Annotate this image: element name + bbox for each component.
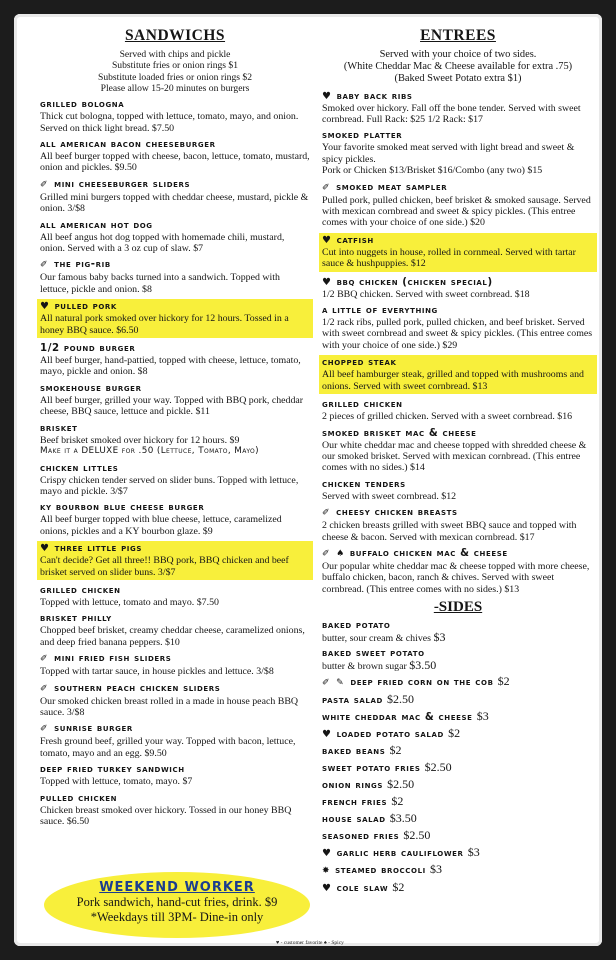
item-name-text: grilled chicken <box>40 584 121 596</box>
pencil-icon: ✐ <box>322 678 331 689</box>
side-price: $2 <box>392 880 405 895</box>
side-name-text: garlic herb cauliflower <box>336 848 464 860</box>
side-item <box>322 795 594 809</box>
item-name <box>322 506 594 520</box>
item-name-text: 1/2 pound burger <box>40 343 136 355</box>
item-extra: Make it a DELUXE for .50 (Lettuce, Tomato, Mayo) <box>40 446 260 457</box>
side-item <box>322 744 594 758</box>
pencil-icon: ✐ <box>322 182 331 193</box>
item-name-text: brisket philly <box>40 613 112 625</box>
pencil-icon: ✐ <box>40 654 49 665</box>
menu-item <box>40 258 310 295</box>
side-name-text: white cheddar mac & cheese <box>322 712 473 724</box>
side-item <box>322 727 594 741</box>
entrees-intro-line: Served with your choice of two sides. <box>379 49 537 60</box>
side-name <box>322 744 594 758</box>
side-item <box>322 647 594 672</box>
side-item <box>322 846 594 860</box>
item-name <box>40 300 310 313</box>
side-name-text: onion rings <box>322 780 384 792</box>
side-price: $2 <box>391 794 404 809</box>
item-description: 2 chicken breasts grilled with sweet BBQ sauce and topped with cheese & bacon. Served with mexican cornbread. $17 <box>322 520 577 543</box>
item-description: Pulled pork, pulled chicken, beef brisket & smoked sausage. Served with mexican cornbread and sweet & spicy pickles. (This entree comes with your choice of one side.) $20 <box>322 194 591 229</box>
side-name <box>322 881 594 895</box>
menu-item <box>40 792 310 828</box>
item-name <box>40 98 310 111</box>
menu-item <box>40 501 310 537</box>
menu-page <box>14 14 602 946</box>
side-name <box>322 619 594 632</box>
side-name <box>322 710 594 724</box>
heart-icon: ♥ <box>322 883 332 895</box>
item-name-text: the pig-rib <box>54 259 111 271</box>
sandwiches-intro <box>40 49 310 94</box>
item-name-text: chopped steak <box>322 357 397 369</box>
menu-item <box>40 722 310 759</box>
item-name <box>40 258 310 272</box>
menu-item <box>322 398 594 422</box>
menu-item <box>322 506 594 543</box>
item-name-text: mini fried fish sliders <box>54 653 172 665</box>
side-price: $3 <box>433 630 446 645</box>
menu-item <box>37 299 313 338</box>
item-name <box>322 427 594 440</box>
weekend-worker-special <box>44 872 310 938</box>
item-description: All beef burger topped with blue cheese, lettuce, caramelized onions, pickles and a KY bourbon glaze. $9 <box>40 514 282 537</box>
entrees-list <box>322 90 594 596</box>
item-name <box>40 501 310 514</box>
menu-item <box>322 276 594 300</box>
item-description: Fresh ground beef, grilled your way. Topped with bacon, lettuce, tomato, mayo and an egg. $9.50 <box>40 736 296 759</box>
item-name <box>40 612 310 625</box>
menu-item <box>319 355 597 394</box>
item-name <box>40 382 310 395</box>
side-name-text: pasta salad <box>322 695 383 707</box>
pencil-icon: ✐ <box>40 260 49 271</box>
sandwiches-column <box>40 26 310 827</box>
item-name <box>40 178 310 192</box>
weekend-line-1: Pork sandwich, hand-cut fries, drink. $9 <box>76 895 278 909</box>
menu-item <box>37 541 313 580</box>
side-name-text: baked beans <box>322 746 386 758</box>
flame-icon: ♠ <box>323 940 327 946</box>
item-name <box>322 547 594 561</box>
side-price: $3 <box>467 845 480 860</box>
menu-item <box>322 129 594 176</box>
item-description: Our smoked chicken breast rolled in a made in house peach BBQ sauce. 3/$8 <box>40 695 299 718</box>
sides-title: -SIDES <box>433 599 483 616</box>
heart-icon: ♥ <box>322 234 332 246</box>
sandwiches-list <box>40 98 310 827</box>
entrees-intro <box>322 49 594 86</box>
sides-list <box>322 619 594 895</box>
heart-icon: ♥ <box>322 848 332 860</box>
side-name <box>322 675 594 690</box>
item-name-text: brisket <box>40 422 78 434</box>
item-name <box>40 792 310 805</box>
item-name-text: smoked platter <box>322 130 403 142</box>
item-description: 2 pieces of grilled chicken. Served with a sweet cornbread. $16 <box>322 411 573 423</box>
item-name <box>322 276 594 289</box>
side-name <box>322 795 594 809</box>
item-name-text: all american hot dog <box>40 219 153 231</box>
item-description: Topped with lettuce, tomato, mayo. $7 <box>40 776 193 788</box>
heart-icon: ♥ <box>322 729 332 741</box>
side-price: $2.50 <box>387 692 415 707</box>
item-name-text: sunrise burger <box>54 723 133 735</box>
item-name <box>40 584 310 597</box>
item-description: 1/2 rack ribs, pulled pork, pulled chicken, and beef brisket. Served with sweet cornbread and sweet & spicy pickles. (This entree comes with your choice of one side.) $29 <box>322 317 593 351</box>
weekend-line-2: *Weekdays till 3PM- Dine-in only <box>90 909 264 924</box>
side-item <box>322 693 594 707</box>
menu-item <box>40 652 310 677</box>
item-name-text: smoked brisket mac & cheese <box>322 427 477 439</box>
entrees-intro-line: (Baked Sweet Potato extra $1) <box>394 73 522 85</box>
item-description: Beef brisket smoked over hickory for 12 hours. $9 <box>40 434 240 446</box>
side-item <box>322 675 594 690</box>
side-price: $2.50 <box>387 777 415 792</box>
item-name <box>322 90 594 103</box>
heart-icon: ♥ <box>276 940 280 946</box>
item-description: Thick cut bologna, topped with lettuce, tomato, mayo, and onion. Served on thick light bread. $7.50 <box>40 111 299 134</box>
item-name-text: chicken littles <box>40 462 119 474</box>
heart-icon: ♥ <box>322 276 332 288</box>
legend-fav: - customer favorite <box>280 940 323 946</box>
item-name <box>322 234 594 247</box>
item-description: Crispy chicken tender served on slider buns. Topped with lettuce, mayo and pickle. 3/$7 <box>40 474 299 497</box>
menu-item <box>40 178 310 215</box>
sandwiches-intro-line: Please allow 15-20 minutes on burgers <box>100 82 250 94</box>
side-desc-text: butter & brown sugar <box>322 661 407 673</box>
menu-item <box>40 422 310 458</box>
pencil-icon: ✐ <box>322 508 331 519</box>
item-description: Our white cheddar mac and cheese topped with shredded cheese & our smoked brisket. Served with mexican cornbread. (This entree comes with no sides.) $14 <box>322 439 587 474</box>
menu-item <box>40 462 310 498</box>
side-item <box>322 778 594 792</box>
item-name-text: grilled bologna <box>40 99 125 111</box>
side-name <box>322 727 594 741</box>
item-name-text: all american bacon cheeseburger <box>40 139 216 150</box>
item-description: All natural pork smoked over hickory for 12 hours. Tossed in a honey BBQ sauce. $6.50 <box>40 313 289 336</box>
side-price: $2.50 <box>424 760 452 775</box>
side-desc-text: butter, sour cream & chives <box>322 633 432 645</box>
item-description: All beef burger, hand-pattied, topped with cheese, lettuce, tomato, mayo, pickle and onion. $8 <box>40 355 301 378</box>
item-name <box>40 342 310 355</box>
menu-item <box>322 427 594 474</box>
side-price: $3 <box>430 862 442 877</box>
side-name <box>322 829 594 843</box>
menu-item <box>322 478 594 502</box>
side-name-text: loaded potato salad <box>336 729 444 741</box>
entrees-column <box>322 26 594 895</box>
item-name-text: three little pigs <box>54 543 142 555</box>
side-name-text: steamed broccoli <box>335 865 426 877</box>
menu-item <box>40 219 310 255</box>
item-name <box>40 682 310 696</box>
item-name-text: deep fried turkey sandwich <box>40 764 185 776</box>
item-description: Chicken breast smoked over hickory. Tossed in our honey BBQ sauce. $6.50 <box>40 804 292 827</box>
side-name <box>322 647 594 660</box>
item-description: Our popular white cheddar mac & cheese topped with more cheese, buffalo chicken, bacon, ranch & chives. Served with sweet cornbread. (This entree comes with no sides.) $13 <box>322 560 590 595</box>
item-name-text: chicken tenders <box>322 478 406 490</box>
side-item <box>322 619 594 644</box>
item-description: Cut into nuggets in house, rolled in cornmeal. Served with tartar sauce & hushpuppies. $12 <box>322 246 576 270</box>
menu-item <box>322 90 594 126</box>
side-name <box>322 693 594 707</box>
flame-icon: ♠ <box>336 548 345 559</box>
side-price: $2 <box>389 743 402 758</box>
item-name-text: ky bourbon blue cheese burger <box>40 502 205 514</box>
item-extra: Pork or Chicken $13/Brisket $16/Combo (any two) $15 <box>322 165 543 177</box>
item-name-text: cheesy chicken breasts <box>336 507 458 519</box>
heart-icon: ♥ <box>40 301 50 313</box>
menu-item <box>40 382 310 418</box>
side-name-text: baked potato <box>322 620 391 632</box>
pencil-icon: ✐ <box>40 724 49 735</box>
menu-item <box>322 547 594 595</box>
side-name-text: cole slaw <box>336 883 389 895</box>
sandwiches-intro-line: Served with chips and pickle <box>119 49 231 60</box>
side-name-text: french fries <box>322 797 388 809</box>
legend-spicy: - Spicy <box>328 940 344 946</box>
side-name <box>322 812 594 826</box>
sandwiches-title: SANDWICHS <box>124 27 226 44</box>
side-name <box>322 761 594 775</box>
side-item <box>322 812 594 826</box>
item-name-text: grilled chicken <box>322 399 403 411</box>
item-name-text: bbq chicken (chicken special) <box>336 276 493 288</box>
menu-item <box>322 304 594 351</box>
item-description: Grilled mini burgers topped with cheddar cheese, mustard, pickle & onion. 3/$8 <box>40 191 309 215</box>
menu-item <box>40 612 310 648</box>
side-item <box>322 863 594 878</box>
side-price: $3.50 <box>409 658 437 673</box>
menu-item <box>40 98 310 134</box>
entrees-title: ENTREES <box>420 27 496 44</box>
side-item <box>322 881 594 895</box>
item-description: 1/2 BBQ chicken. Served with sweet cornbread. $18 <box>322 288 530 300</box>
side-item <box>322 761 594 775</box>
item-name <box>40 763 310 776</box>
item-description: Our famous baby backs turned into a sandwich. Topped with lettuce, pickle and onion. $8 <box>40 272 280 295</box>
entrees-intro-line: (White Cheddar Mac & Cheese available for extra .75) <box>343 61 573 73</box>
pencil-icon: ✐ <box>322 548 331 559</box>
item-name-text: pulled chicken <box>40 792 118 804</box>
side-price: $2 <box>497 674 510 689</box>
legend <box>276 940 344 946</box>
item-name <box>40 652 310 666</box>
item-name-text: a little of everything <box>322 305 438 317</box>
item-name <box>322 304 594 317</box>
side-name-text: baked sweet potato <box>322 648 425 660</box>
item-description: Chopped beef brisket, creamy cheddar cheese, caramelized onions, and deep fried banana peppers. $10 <box>40 625 305 648</box>
side-name <box>322 846 594 860</box>
menu-item <box>40 138 310 174</box>
item-description: All beef hamburger steak, grilled and topped with mushrooms and onions. Served with sweet cornbread. $13 <box>322 369 584 392</box>
menu-item <box>40 342 310 378</box>
side-price: $2 <box>448 726 461 741</box>
side-name <box>322 863 594 878</box>
menu-item <box>322 181 594 229</box>
item-name <box>40 722 310 736</box>
side-item <box>322 710 594 724</box>
weekend-title: WEEKEND WORKER <box>99 880 255 895</box>
pencil-icon: ✎ <box>336 678 345 689</box>
menu-item <box>40 763 310 787</box>
side-price: $3.50 <box>389 811 417 826</box>
heart-icon: ♥ <box>40 543 50 555</box>
item-description: Can't decide? Get all three!! BBQ pork, BBQ chicken and beef brisket served on slider buns. 3/$7 <box>40 555 289 578</box>
item-name <box>40 542 310 555</box>
item-name <box>40 219 310 232</box>
pencil-icon: ✐ <box>40 683 49 694</box>
pencil-icon: ✐ <box>40 179 49 190</box>
new-badge-icon: ✸ <box>322 866 331 877</box>
menu-item <box>319 233 597 272</box>
item-description: Served with sweet cornbread. $12 <box>322 490 457 502</box>
side-price: $3 <box>476 709 489 724</box>
item-description: Topped with tartar sauce, in house pickles and lettuce. 3/$8 <box>40 666 274 678</box>
item-name-text: smokehouse burger <box>40 382 142 394</box>
item-description: All beef angus hot dog topped with homemade chili, mustard, onion. Served with a 3 oz cup of slaw. $7 <box>40 231 285 255</box>
side-name-text: sweet potato fries <box>322 763 421 775</box>
side-item <box>322 829 594 843</box>
menu-item <box>40 584 310 608</box>
item-name-text: buffalo chicken mac & cheese <box>349 547 508 559</box>
heart-icon: ♥ <box>322 90 332 102</box>
side-price: $2.50 <box>403 828 431 843</box>
item-name <box>322 181 594 195</box>
item-name <box>322 398 594 411</box>
item-name-text: smoked meat sampler <box>336 181 448 193</box>
item-name <box>40 422 310 435</box>
sandwiches-intro-line: Substitute loaded fries or onion rings $2 <box>97 71 252 83</box>
side-description <box>322 660 594 672</box>
item-name-text: baby back ribs <box>336 90 413 102</box>
item-name <box>40 138 310 151</box>
item-description: Smoked over hickory. Fall off the bone tender. Served with sweet cornbread. Full Rack: $25 1/2 Rack: $17 <box>322 102 581 126</box>
side-name-text: deep fried corn on the cob <box>350 677 494 689</box>
menu-item <box>40 682 310 719</box>
item-name <box>322 478 594 491</box>
item-description: All beef burger, grilled your way. Topped with BBQ pork, cheddar cheese, BBQ sauce, lettuce and pickle. $11 <box>40 394 304 418</box>
side-name-text: seasoned fries <box>322 831 400 843</box>
item-name <box>322 356 594 369</box>
side-name <box>322 778 594 792</box>
item-description: All beef burger topped with cheese, bacon, lettuce, tomato, mustard, onion and pickles. $9.50 <box>40 151 310 174</box>
item-description: Your favorite smoked meat served with light bread and sweet & spicy pickles. <box>322 142 575 165</box>
item-name-text: catfish <box>336 234 374 246</box>
item-name <box>322 129 594 142</box>
item-name-text: southern peach chicken sliders <box>54 682 221 694</box>
item-name-text: pulled pork <box>54 301 117 313</box>
side-name-text: house salad <box>322 814 386 826</box>
side-description <box>322 632 594 644</box>
sandwiches-intro-line: Substitute fries or onion rings $1 <box>111 60 239 72</box>
item-description: Topped with lettuce, tomato and mayo. $7.50 <box>40 596 219 608</box>
item-name-text: mini cheeseburger sliders <box>54 178 191 190</box>
item-name <box>40 462 310 475</box>
